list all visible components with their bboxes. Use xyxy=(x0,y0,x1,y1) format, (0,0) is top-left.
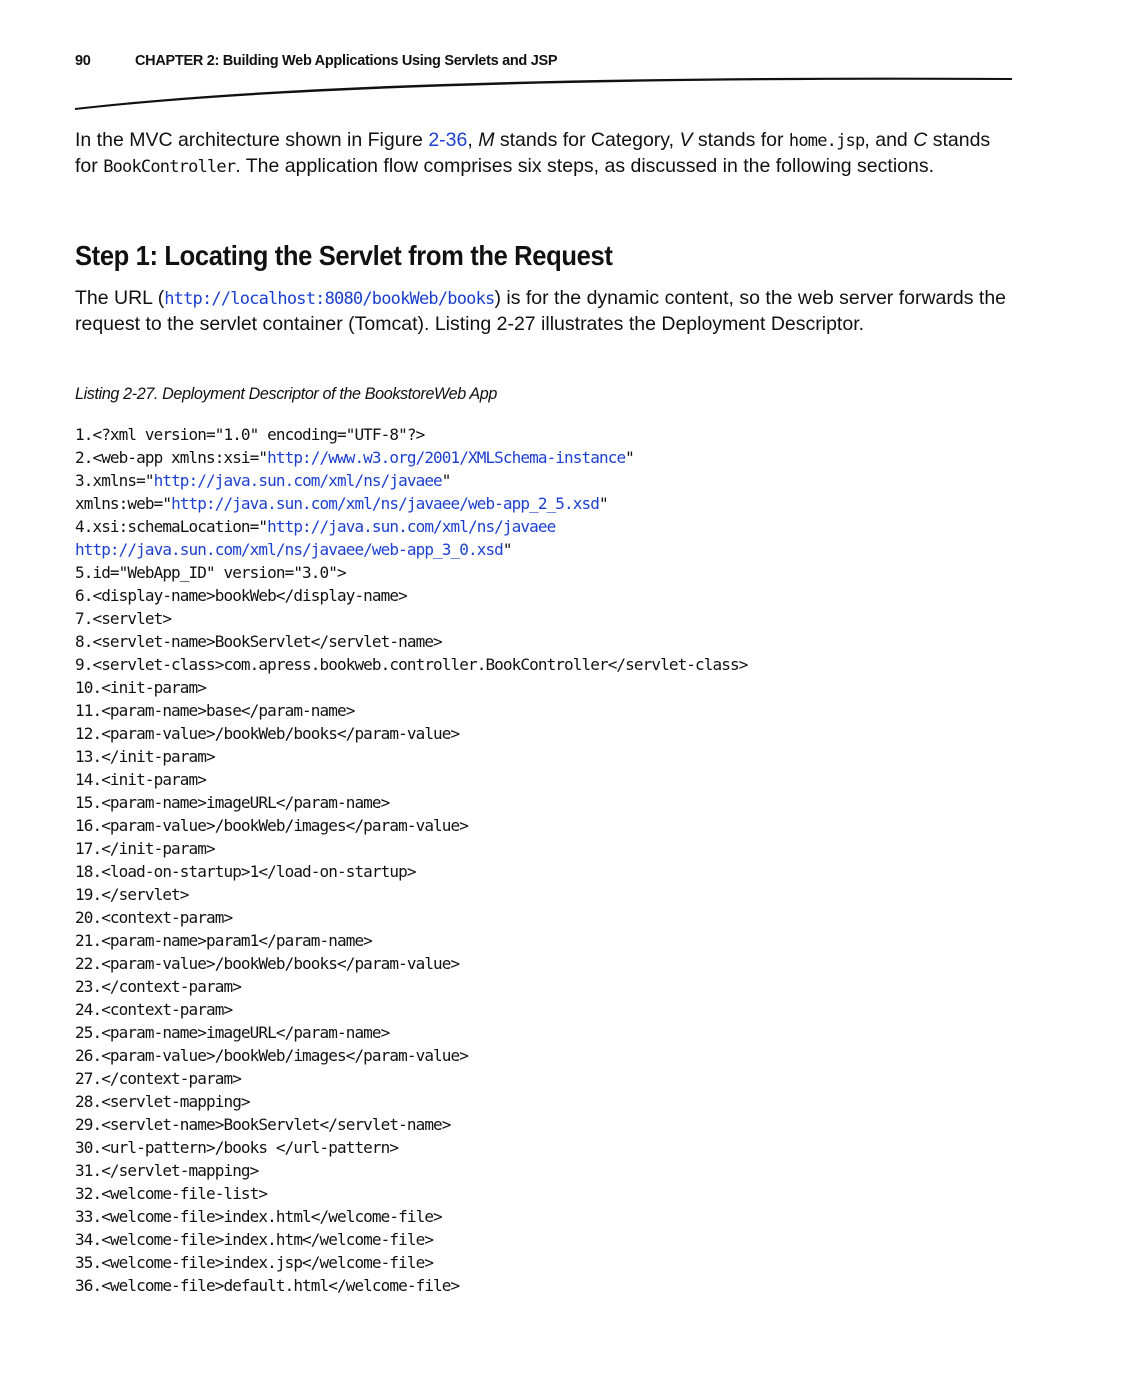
code-line: 22.<param-value>/bookWeb/books</param-value> xyxy=(75,954,460,973)
code-line: 24.<context-param> xyxy=(75,1000,233,1019)
code-line: 36.<welcome-file>default.html</welcome-file> xyxy=(75,1276,460,1295)
intro-text-6: stands for xyxy=(75,129,991,177)
intro-paragraph xyxy=(75,128,1015,180)
mvc-v: V xyxy=(679,129,693,151)
code-line: 27.</context-param> xyxy=(75,1069,241,1088)
code-line: 32.<welcome-file-list> xyxy=(75,1184,268,1203)
code-line xyxy=(75,492,1075,515)
mvc-c: C xyxy=(913,129,928,151)
code-text: 4.xsi:schemaLocation=" xyxy=(75,517,268,536)
code-text: xmlns:web=" xyxy=(75,494,172,513)
code-url-link[interactable]: http://java.sun.com/xml/ns/javaee/web-app_2_5.xsd xyxy=(171,494,599,513)
code-line xyxy=(75,538,1075,561)
code-line: 1.<?xml version="1.0" encoding="UTF-8"?> xyxy=(75,425,425,444)
code-line: 26.<param-value>/bookWeb/images</param-value> xyxy=(75,1046,468,1065)
step1-paragraph xyxy=(75,286,1015,337)
code-line: 29.<servlet-name>BookServlet</servlet-name> xyxy=(75,1115,451,1134)
code-line: 35.<welcome-file>index.jsp</welcome-file> xyxy=(75,1253,434,1272)
code-text: " xyxy=(598,494,608,513)
code-line: 28.<servlet-mapping> xyxy=(75,1092,250,1111)
localhost-url-link[interactable]: http://localhost:8080/bookWeb/books xyxy=(164,289,495,309)
intro-text-7: . The application flow comprises six steps, as discussed in the following sections. xyxy=(235,155,935,177)
code-line: 6.<display-name>bookWeb</display-name> xyxy=(75,586,407,605)
code-line xyxy=(75,446,1075,469)
code-line: 31.</servlet-mapping> xyxy=(75,1161,259,1180)
book-controller-code: BookController xyxy=(103,157,236,177)
intro-text-2: , xyxy=(467,129,479,151)
figure-link[interactable]: 2-36 xyxy=(428,129,468,151)
code-line: 30.<url-pattern>/books </url-pattern> xyxy=(75,1138,399,1157)
code-line: 19.</servlet> xyxy=(75,885,189,904)
code-line: 14.<init-param> xyxy=(75,770,206,789)
code-line: 34.<welcome-file>index.htm</welcome-file> xyxy=(75,1230,434,1249)
code-listing xyxy=(75,423,1075,1297)
intro-text-1: In the MVC architecture shown in Figure xyxy=(75,129,429,151)
code-url-link[interactable]: http://java.sun.com/xml/ns/javaee xyxy=(267,517,556,536)
chapter-title: CHAPTER 2: Building Web Applications Using Servlets and JSP xyxy=(135,53,558,69)
code-line xyxy=(75,469,1075,492)
intro-text-5: , and xyxy=(864,129,914,151)
intro-text-4: stands for xyxy=(692,129,789,151)
code-line: 21.<param-name>param1</param-name> xyxy=(75,931,372,950)
code-line: 9.<servlet-class>com.apress.bookweb.controller.BookController</servlet-class> xyxy=(75,655,748,674)
listing-caption: Listing 2-27. Deployment Descriptor of the BookstoreWeb App xyxy=(75,384,497,403)
code-text: " xyxy=(441,471,451,490)
code-line: 12.<param-value>/bookWeb/books</param-value> xyxy=(75,724,460,743)
code-line: 13.</init-param> xyxy=(75,747,215,766)
code-line: 23.</context-param> xyxy=(75,977,241,996)
intro-text-3: stands for Category, xyxy=(494,129,680,151)
home-jsp-code: home.jsp xyxy=(788,131,865,151)
code-url-link[interactable]: http://java.sun.com/xml/ns/javaee/web-app_3_0.xsd xyxy=(75,540,503,559)
code-line: 20.<context-param> xyxy=(75,908,233,927)
code-line: 33.<welcome-file>index.html</welcome-file> xyxy=(75,1207,442,1226)
code-line: 10.<init-param> xyxy=(75,678,206,697)
code-line: 16.<param-value>/bookWeb/images</param-value> xyxy=(75,816,468,835)
code-text: 2.<web-app xmlns:xsi=" xyxy=(75,448,268,467)
code-line xyxy=(75,515,1075,538)
section-heading: Step 1: Locating the Servlet from the Request xyxy=(75,240,613,271)
code-line: 15.<param-name>imageURL</param-name> xyxy=(75,793,390,812)
code-line: 11.<param-name>base</param-name> xyxy=(75,701,355,720)
step1-text-2: ) is for the dynamic content, so the web server forwards the request to the servlet container (Tomcat). Listing 2-27 illustrates the Deployment Descriptor. xyxy=(75,287,1007,335)
code-url-link[interactable]: http://java.sun.com/xml/ns/javaee xyxy=(153,471,442,490)
code-text: " xyxy=(502,540,512,559)
page-number: 90 xyxy=(75,53,91,69)
code-line: 7.<servlet> xyxy=(75,609,172,628)
code-line: 25.<param-name>imageURL</param-name> xyxy=(75,1023,390,1042)
code-url-link[interactable]: http://www.w3.org/2001/XMLSchema-instance xyxy=(267,448,626,467)
code-line: 18.<load-on-startup>1</load-on-startup> xyxy=(75,862,416,881)
code-text: 3.xmlns=" xyxy=(75,471,154,490)
code-line: 8.<servlet-name>BookServlet</servlet-name> xyxy=(75,632,442,651)
mvc-m: M xyxy=(478,129,495,151)
step1-text-1: The URL ( xyxy=(75,287,165,309)
code-line: 17.</init-param> xyxy=(75,839,215,858)
code-text: " xyxy=(625,448,634,467)
code-line: 5.id="WebApp_ID" version="3.0"> xyxy=(75,563,346,582)
header-swoosh-rule xyxy=(70,70,1020,112)
